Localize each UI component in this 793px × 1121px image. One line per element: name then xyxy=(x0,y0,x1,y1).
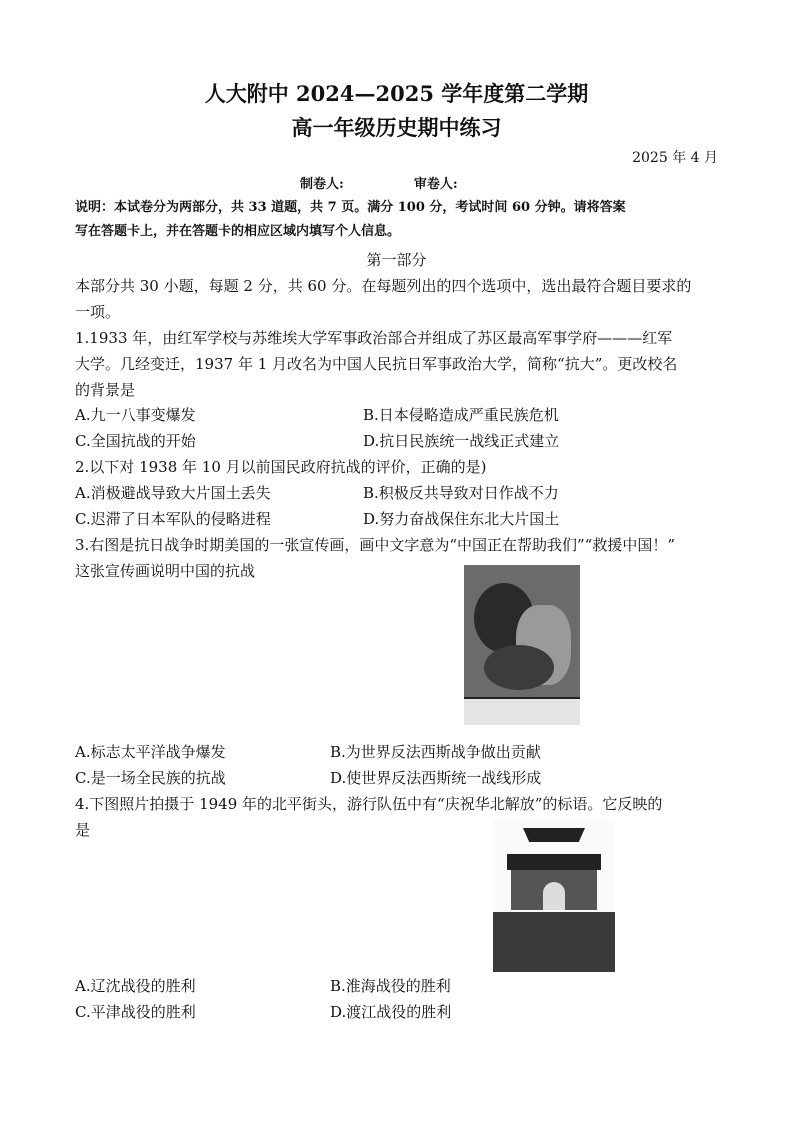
stem-line: 4.下图照片拍摄于 1949 年的北平街头，游行队伍中有“庆祝华北解放”的标语。它反映的 xyxy=(75,795,663,813)
q1-option-a: A.九一八事变爆发 xyxy=(75,406,196,424)
q1-option-c: C.全国抗战的开始 xyxy=(75,432,196,450)
stem-line: 1.1933 年，由红军学校与苏维埃大学军事政治部合并组成了苏区最高军事学府———红军 xyxy=(75,329,673,347)
q3-option-b: B.为世界反法西斯战争做出贡献 xyxy=(330,743,541,761)
instructions xyxy=(75,196,723,244)
part-intro-line: 一项。 xyxy=(75,303,121,321)
stem-line: 是 xyxy=(75,821,91,839)
stem-line: 这张宣传画说明中国的抗战 xyxy=(75,562,256,580)
stem-line: 的背景是 xyxy=(75,381,136,399)
reviewer-label: 审卷人: xyxy=(413,177,458,192)
q3-option-a: A.标志太平洋战争爆发 xyxy=(75,743,226,761)
question-3-stem xyxy=(75,532,775,584)
question-1-stem xyxy=(75,325,723,403)
makers-line xyxy=(300,173,458,192)
part-intro xyxy=(75,273,723,325)
q2-option-d: D.努力奋战保住东北大片国土 xyxy=(363,510,560,528)
q3-option-c: C.是一场全民族的抗战 xyxy=(75,769,226,787)
part-heading: 第一部分 xyxy=(366,251,427,269)
question-2-stem xyxy=(75,454,723,480)
q2-option-b: B.积极反共导致对日作战不力 xyxy=(363,484,559,502)
instructions-line: 说明：本试卷分为两部分，共 33 道题，共 7 页。满分 100 分，考试时间 60 分钟。请将答案 xyxy=(75,200,626,215)
beiping-parade-photo xyxy=(493,820,615,972)
propaganda-poster-image xyxy=(464,565,580,725)
instructions-line: 写在答题卡上，并在答题卡的相应区域内填写个人信息。 xyxy=(75,224,401,239)
part-intro-line: 本部分共 30 小题，每题 2 分，共 60 分。在每题列出的四个选项中，选出最符合题目要求的 xyxy=(75,277,692,295)
stem-line: 大学。几经变迁，1937 年 1 月改名为中国人民抗日军事政治大学，简称“抗大”。更改校名 xyxy=(75,355,678,373)
q3-option-d: D.使世界反法西斯统一战线形成 xyxy=(330,769,542,787)
stem-line: 3.右图是抗日战争时期美国的一张宣传画，画中文字意为“中国正在帮助我们”“救援中国！” xyxy=(75,536,675,554)
q2-option-a: A.消极避战导致大片国土丢失 xyxy=(75,484,271,502)
exam-date: 2025 年 4 月 xyxy=(632,150,718,166)
q4-option-c: C.平津战役的胜利 xyxy=(75,1003,196,1021)
question-4-stem xyxy=(75,791,723,843)
q4-option-d: D.渡江战役的胜利 xyxy=(330,1003,452,1021)
exam-subtitle: 高一年级历史期中练习 xyxy=(291,115,502,140)
exam-title: 人大附中 2024—2025 学年度第二学期 xyxy=(204,81,589,106)
q4-option-b: B.淮海战役的胜利 xyxy=(330,977,451,995)
stem-line: 2.以下对 1938 年 10 月以前国民政府抗战的评价，正确的是) xyxy=(75,458,487,476)
maker-label: 制卷人: xyxy=(300,177,344,192)
q4-option-a: A.辽沈战役的胜利 xyxy=(75,977,196,995)
q2-option-c: C.迟滞了日本军队的侵略进程 xyxy=(75,510,271,528)
q1-option-d: D.抗日民族统一战线正式建立 xyxy=(363,432,560,450)
q1-option-b: B.日本侵略造成严重民族危机 xyxy=(363,406,559,424)
